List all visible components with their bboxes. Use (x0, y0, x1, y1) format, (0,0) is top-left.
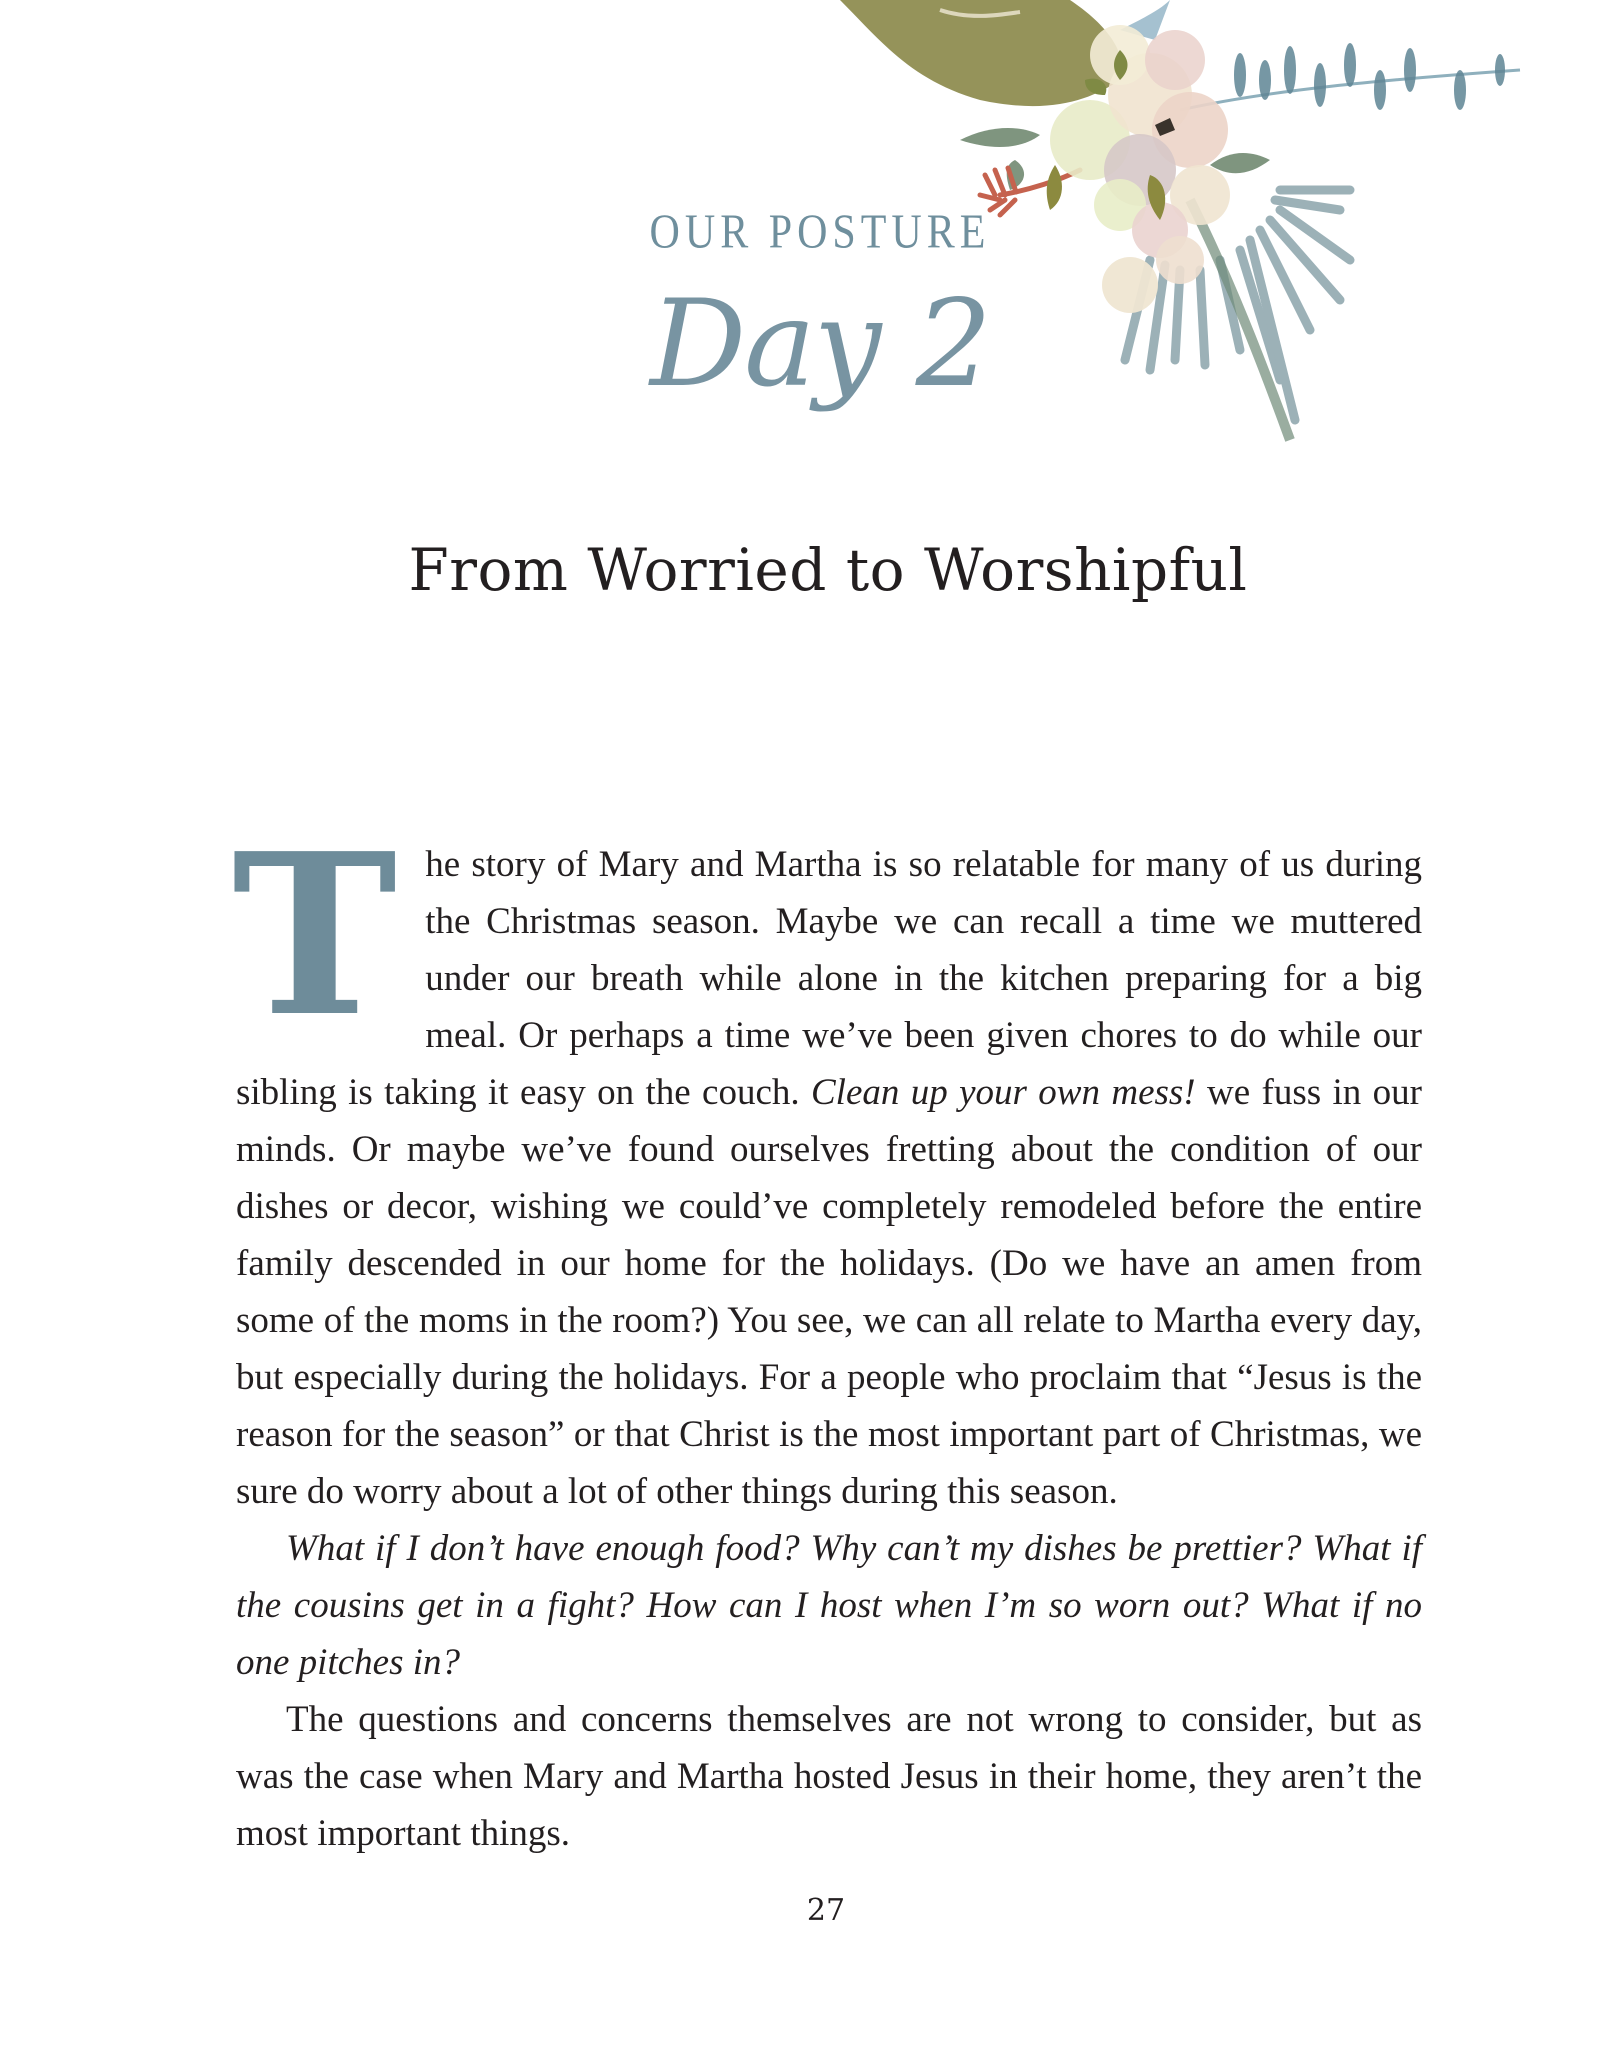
day-title: Day 2 (649, 275, 991, 414)
paragraph-3: The questions and concerns themselves are not wrong to consider, but as was the case when Mary and Martha hosted Jesus in their home, they aren’t the most important things. (236, 1699, 1422, 1854)
section-label: OUR POSTURE (649, 206, 991, 260)
body-text (232, 806, 1422, 1862)
drop-cap: T (232, 806, 398, 1066)
paragraph-1-text-a: he story of Mary and Martha is so relatable for many of us during the Christmas season. Maybe we can recall a time we muttered under our breath while alone in the kitchen preparing for a big meal. Or perhaps a time we’ve been given chores to do while our sibling is taking it easy on the couch. (236, 844, 1422, 1113)
paragraph-1 (232, 806, 1422, 1520)
page-number: 27 (806, 1893, 846, 1928)
chapter-title: From Worried to Worshipful (408, 536, 1248, 604)
paragraph-2-questions: What if I don’t have enough food? Why can’t my dishes be prettier? What if the cousins get in a fight? How can I host when I’m so worn out? What if no one pitches in? (236, 1528, 1422, 1683)
paragraph-1-italic: Clean up your own mess! (810, 1072, 1196, 1113)
paragraph-1-text-b: we fuss in our minds. Or maybe we’ve found ourselves fretting about the condition of our dishes or decor, wishing we could’ve completely remodeled before the entire family descended in our home for the holidays. (Do we have an amen from some of the moms in the room?) You see, we can all relate to Martha every day, but especially during the holidays. For a people who proclaim that “Jesus is the reason for the season” or that Christ is the most important part of Christmas, we sure do worry about a lot of other things during this season. (236, 1072, 1422, 1512)
